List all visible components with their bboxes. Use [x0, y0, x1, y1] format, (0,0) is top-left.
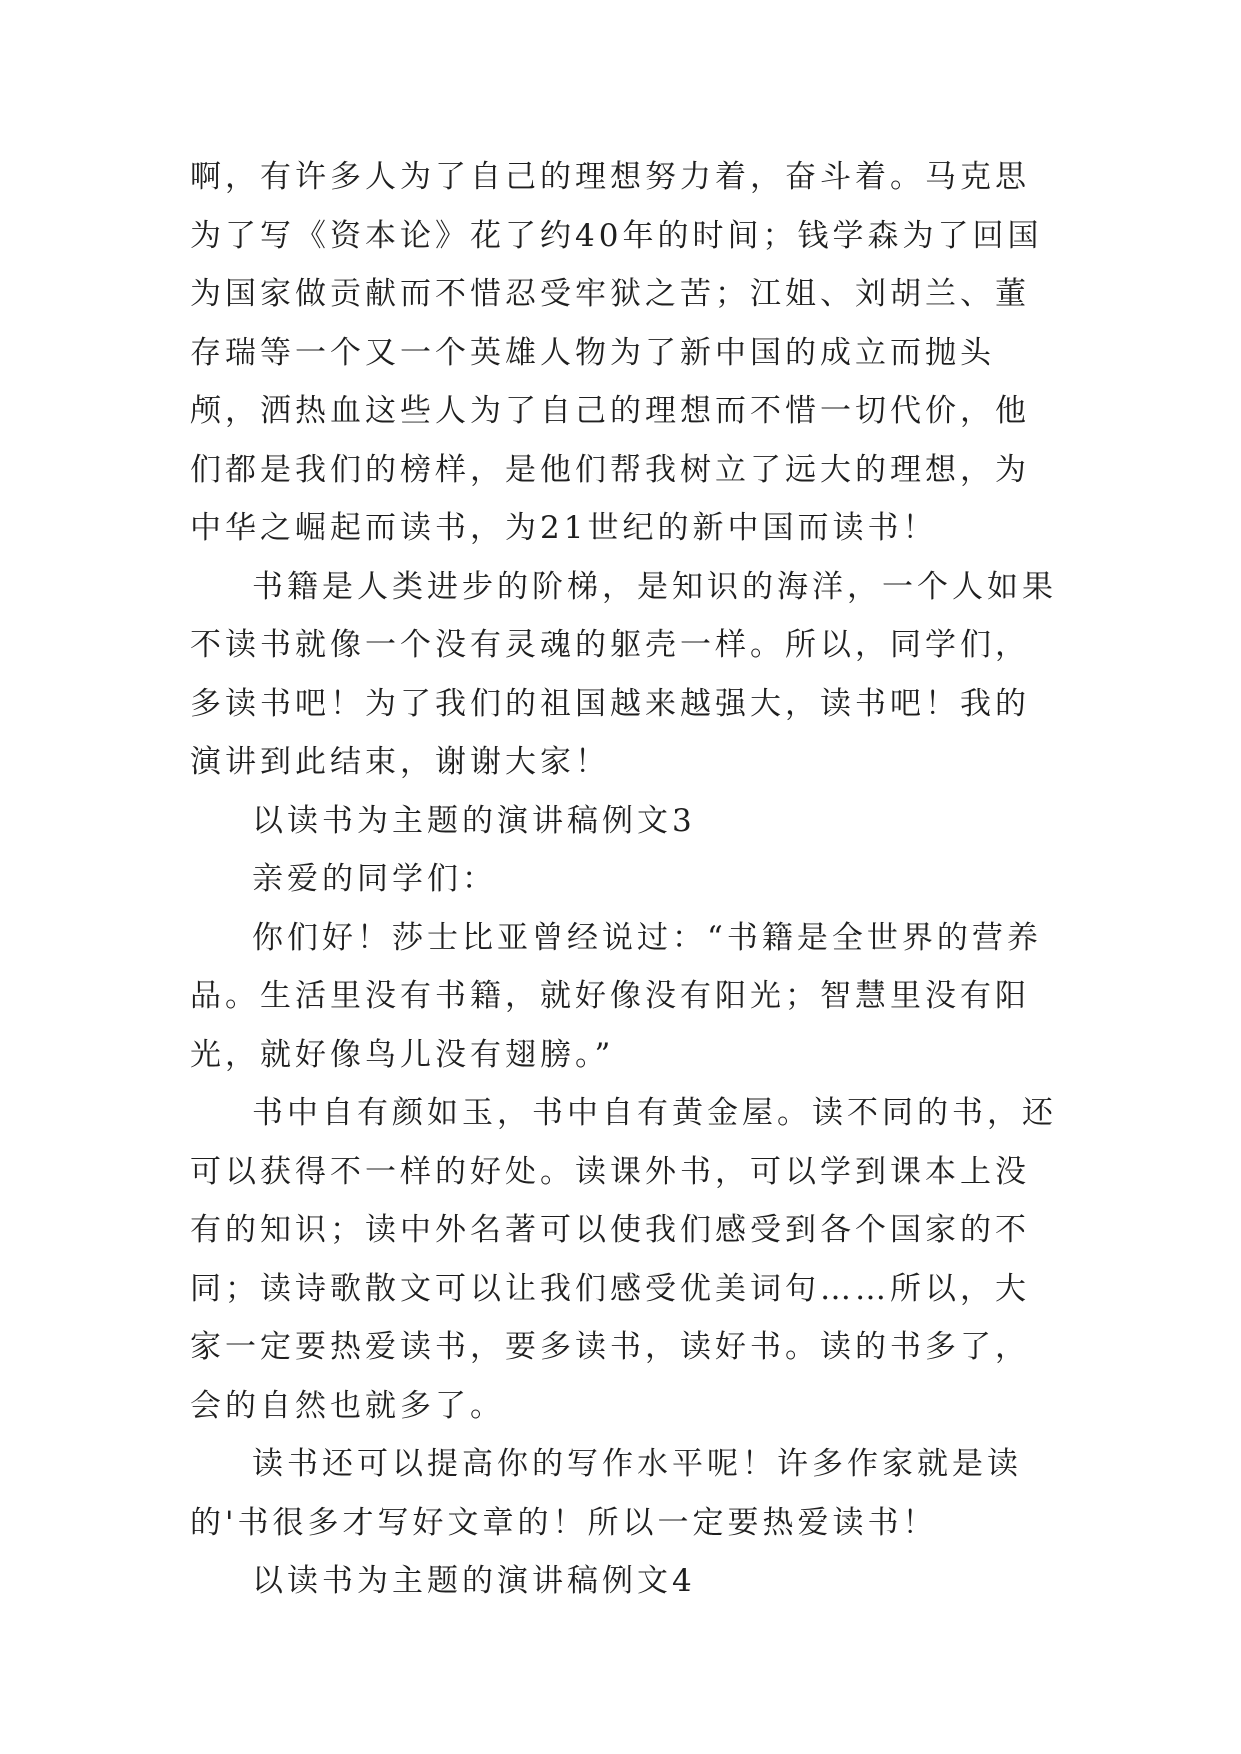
salutation: 亲爱的同学们： — [252, 861, 497, 897]
paragraph: 书籍是人类进步的阶梯，是知识的海洋，一个人如果不读书就像一个没有灵魂的躯壳一样。所以，同学们，多读书吧！为了我们的祖国越来越强大，读书吧！我的演讲到此结束，谢谢大家！ — [190, 568, 1057, 780]
paragraph: 读书还可以提高你的写作水平呢！许多作家就是读的'书很多才写好文章的！所以一定要热爱读书！ — [190, 1446, 1022, 1541]
paragraph: 你们好！莎士比亚曾经说过：“书籍是全世界的营养品。生活里没有书籍，就好像没有阳光；智慧里没有阳光，就好像鸟儿没有翅膀。” — [190, 919, 1042, 1073]
section-heading: 以读书为主题的演讲稿例文3 — [252, 802, 696, 839]
section-heading: 以读书为主题的演讲稿例文4 — [252, 1563, 696, 1599]
paragraph-continuation: 啊，有许多人为了自己的理想努力着，奋斗着。马克思为了写《资本论》花了约40年的时间；钱学森为了回国为国家做贡献而不惜忍受牢狱之苦；江姐、刘胡兰、董存瑞等一个又一个英雄人物为了新中国的成立而抛头颅，洒热血这些人为了自己的理想而不惜一切代价，他们都是我们的榜样，是他们帮我树立了远大的理想，为中华之崛起而读书，为21世纪的新中国而读书！ — [190, 159, 1043, 546]
document-body — [190, 148, 1058, 1611]
paragraph: 书中自有颜如玉，书中自有黄金屋。读不同的书，还可以获得不一样的好处。读课外书，可以学到课本上没有的知识；读中外名著可以使我们感受到各个国家的不同；读诗歌散文可以让我们感受优美词句……所以，大家一定要热爱读书，要多读书，读好书。读的书多了，会的自然也就多了。 — [190, 1095, 1057, 1424]
